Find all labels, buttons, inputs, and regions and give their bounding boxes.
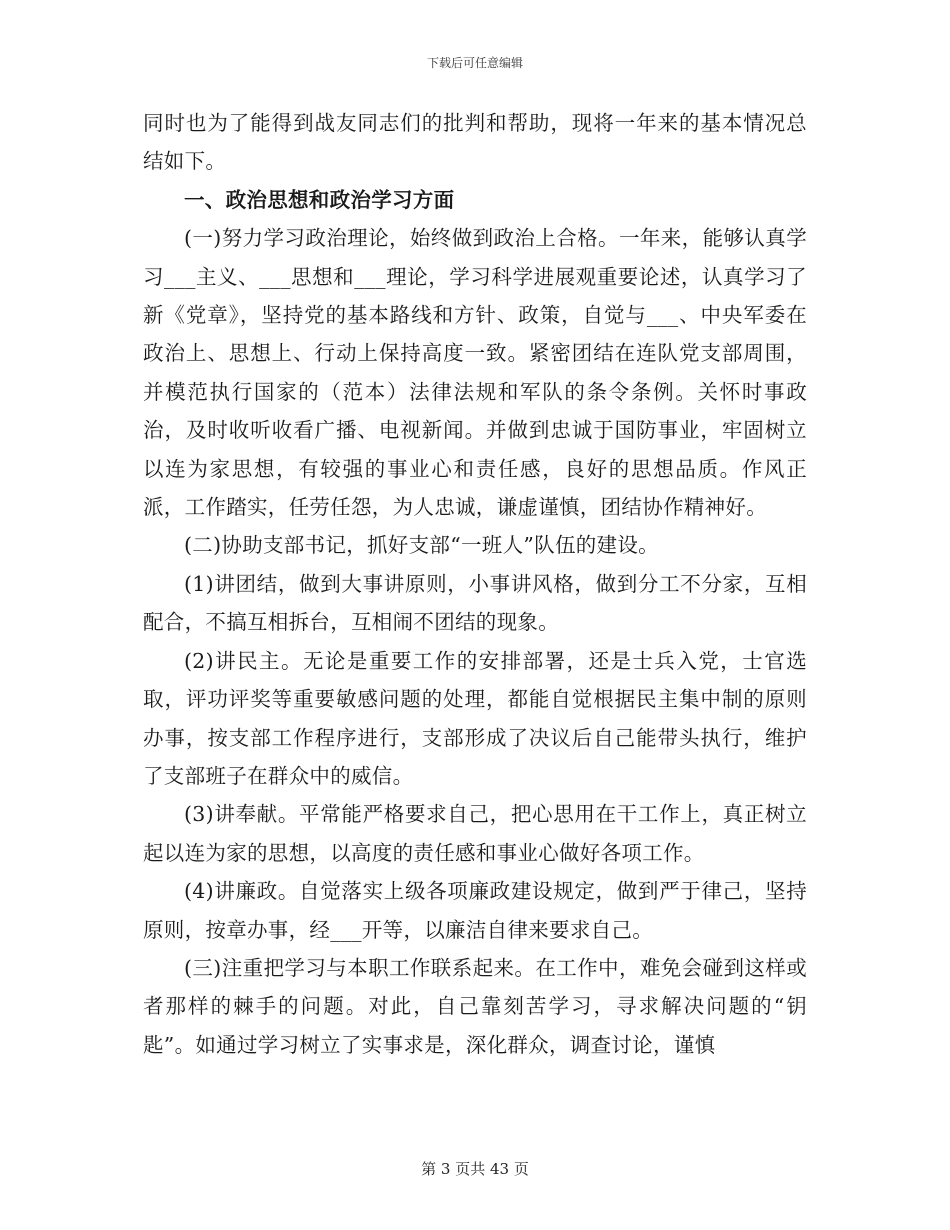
paragraph: (3)讲奉献。平常能严格要求自己，把心思用在干工作上，真正树立起以连为家的思想，以高度的责任感和事业心做好各项工作。 [143, 802, 807, 865]
paragraph: (4)讲廉政。自觉落实上级各项廉政建设规定，做到严于律己，坚持原则，按章办事，经___开等，以廉洁自律来要求自己。 [143, 879, 807, 942]
page-footer: 第 3 页共 43 页 [421, 1160, 529, 1178]
document-body [143, 104, 807, 1064]
paragraph: (三)注重把学习与本职工作联系起来。在工作中，难免会碰到这样或者那样的棘手的问题。对此，自己靠刻苦学习，寻求解决问题的“钥匙”。如通过学习树立了实事求是，深化群众，调查讨论，谨慎 [143, 955, 807, 1057]
page-header: 下载后可任意编辑 [426, 56, 523, 70]
section-heading: 一、政治思想和政治学习方面 [184, 187, 455, 212]
paragraph: (一)努力学习政治理论，始终做到政治上合格。一年来，能够认真学习___主义、___思想和___理论，学习科学进展观重要论述，认真学习了新《党章》，坚持党的基本路线和方针、政策，自觉与___、中央军委在政治上、思想上、行动上保持高度一致。紧密团结在连队党支部周围，并模范执行国家的（范本）法律法规和军队的条令条例。关怀时事政治，及时收听收看广播、电视新闻。并做到忠诚于国防事业，牢固树立以连为家思想，有较强的事业心和责任感，良好的思想品质。作风正派，工作踏实，任劳任怨，为人忠诚，谦虚谨慎，团结协作精神好。 [143, 226, 807, 520]
paragraph: (二)协助支部书记，抓好支部“一班人”队伍的建设。 [184, 533, 659, 558]
paragraph: (1)讲团结，做到大事讲原则，小事讲风格，做到分工不分家，互相配合，不搞互相拆台，互相闹不团结的现象。 [143, 571, 807, 635]
paragraph: 同时也为了能得到战友同志们的批判和帮助，现将一年来的基本情况总结如下。 [143, 111, 807, 174]
paragraph: (2)讲民主。无论是重要工作的安排部署，还是士兵入党，士官选取，评功评奖等重要敏感问题的处理，都能自觉根据民主集中制的原则办事，按支部工作程序进行，支部形成了决议后自己能带头执行，维护了支部班子在群众中的威信。 [143, 648, 807, 788]
